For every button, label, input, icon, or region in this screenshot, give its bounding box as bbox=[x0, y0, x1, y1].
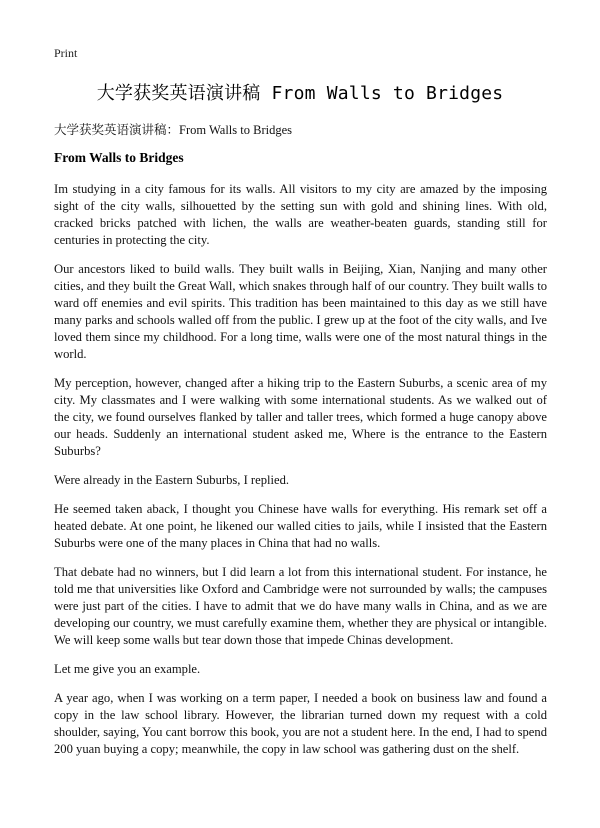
paragraph: That debate had no winners, but I did learn a lot from this international student. For instance, he told me that universities like Oxford and Cambridge were not surrounded by walls; the campuses were just part of the cities. I have to admit that we do have many walls in China, and as we are developing our country, we must carefully examine them, whether they are physical or intangible. We will keep some walls but tear down those that impede Chinas development. bbox=[54, 565, 547, 647]
article-body bbox=[54, 181, 547, 770]
paragraph: Our ancestors liked to build walls. They built walls in Beijing, Xian, Nanjing and many other cities, and they built the Great Wall, which snakes through half of our country. They built walls to ward off enemies and evil spirits. This tradition has been maintained to this day as we still have many parks and schools walled off from the public. I grew up at the foot of the city walls, and Ive loved them since my childhood. For a long time, walls were one of the most natural things in the world. bbox=[54, 262, 547, 361]
page-title: 大学获奖英语演讲稿 From Walls to Bridges bbox=[96, 83, 504, 104]
print-link[interactable]: Print bbox=[54, 46, 78, 60]
article-heading: From Walls to Bridges bbox=[54, 150, 184, 165]
paragraph: Let me give you an example. bbox=[54, 662, 201, 676]
paragraph: Were already in the Eastern Suburbs, I replied. bbox=[54, 473, 290, 487]
paragraph: A year ago, when I was working on a term paper, I needed a book on business law and found a copy in the law school library. However, the librarian turned down my request with a cold shoulder, saying, You cant borrow this book, you are not a student here. In the end, I had to spend 200 yuan buying a copy; meanwhile, the copy in law school was gathering dust on the shelf. bbox=[54, 691, 547, 756]
page-subtitle: 大学获奖英语演讲稿：From Walls to Bridges bbox=[54, 123, 293, 137]
paragraph: My perception, however, changed after a hiking trip to the Eastern Suburbs, a scenic area of my city. My classmates and I were walking with some international students. As we walked out of the city, we found ourselves flanked by taller and taller trees, which formed a huge canopy above our heads. Suddenly an international student asked me, Where is the entrance to the Eastern Suburbs? bbox=[54, 376, 547, 458]
paragraph: Im studying in a city famous for its walls. All visitors to my city are amazed by the imposing sight of the city walls, silhouetted by the setting sun with gold and shining lines. With old, cracked bricks patched with lichen, the walls are weather-beaten guards, standing still for centuries in protecting the city. bbox=[54, 182, 547, 247]
paragraph: He seemed taken aback, I thought you Chinese have walls for everything. His remark set off a heated debate. At one point, he likened our walled cities to jails, while I insisted that the Eastern Suburbs were one of the many places in China that had no walls. bbox=[54, 502, 547, 550]
